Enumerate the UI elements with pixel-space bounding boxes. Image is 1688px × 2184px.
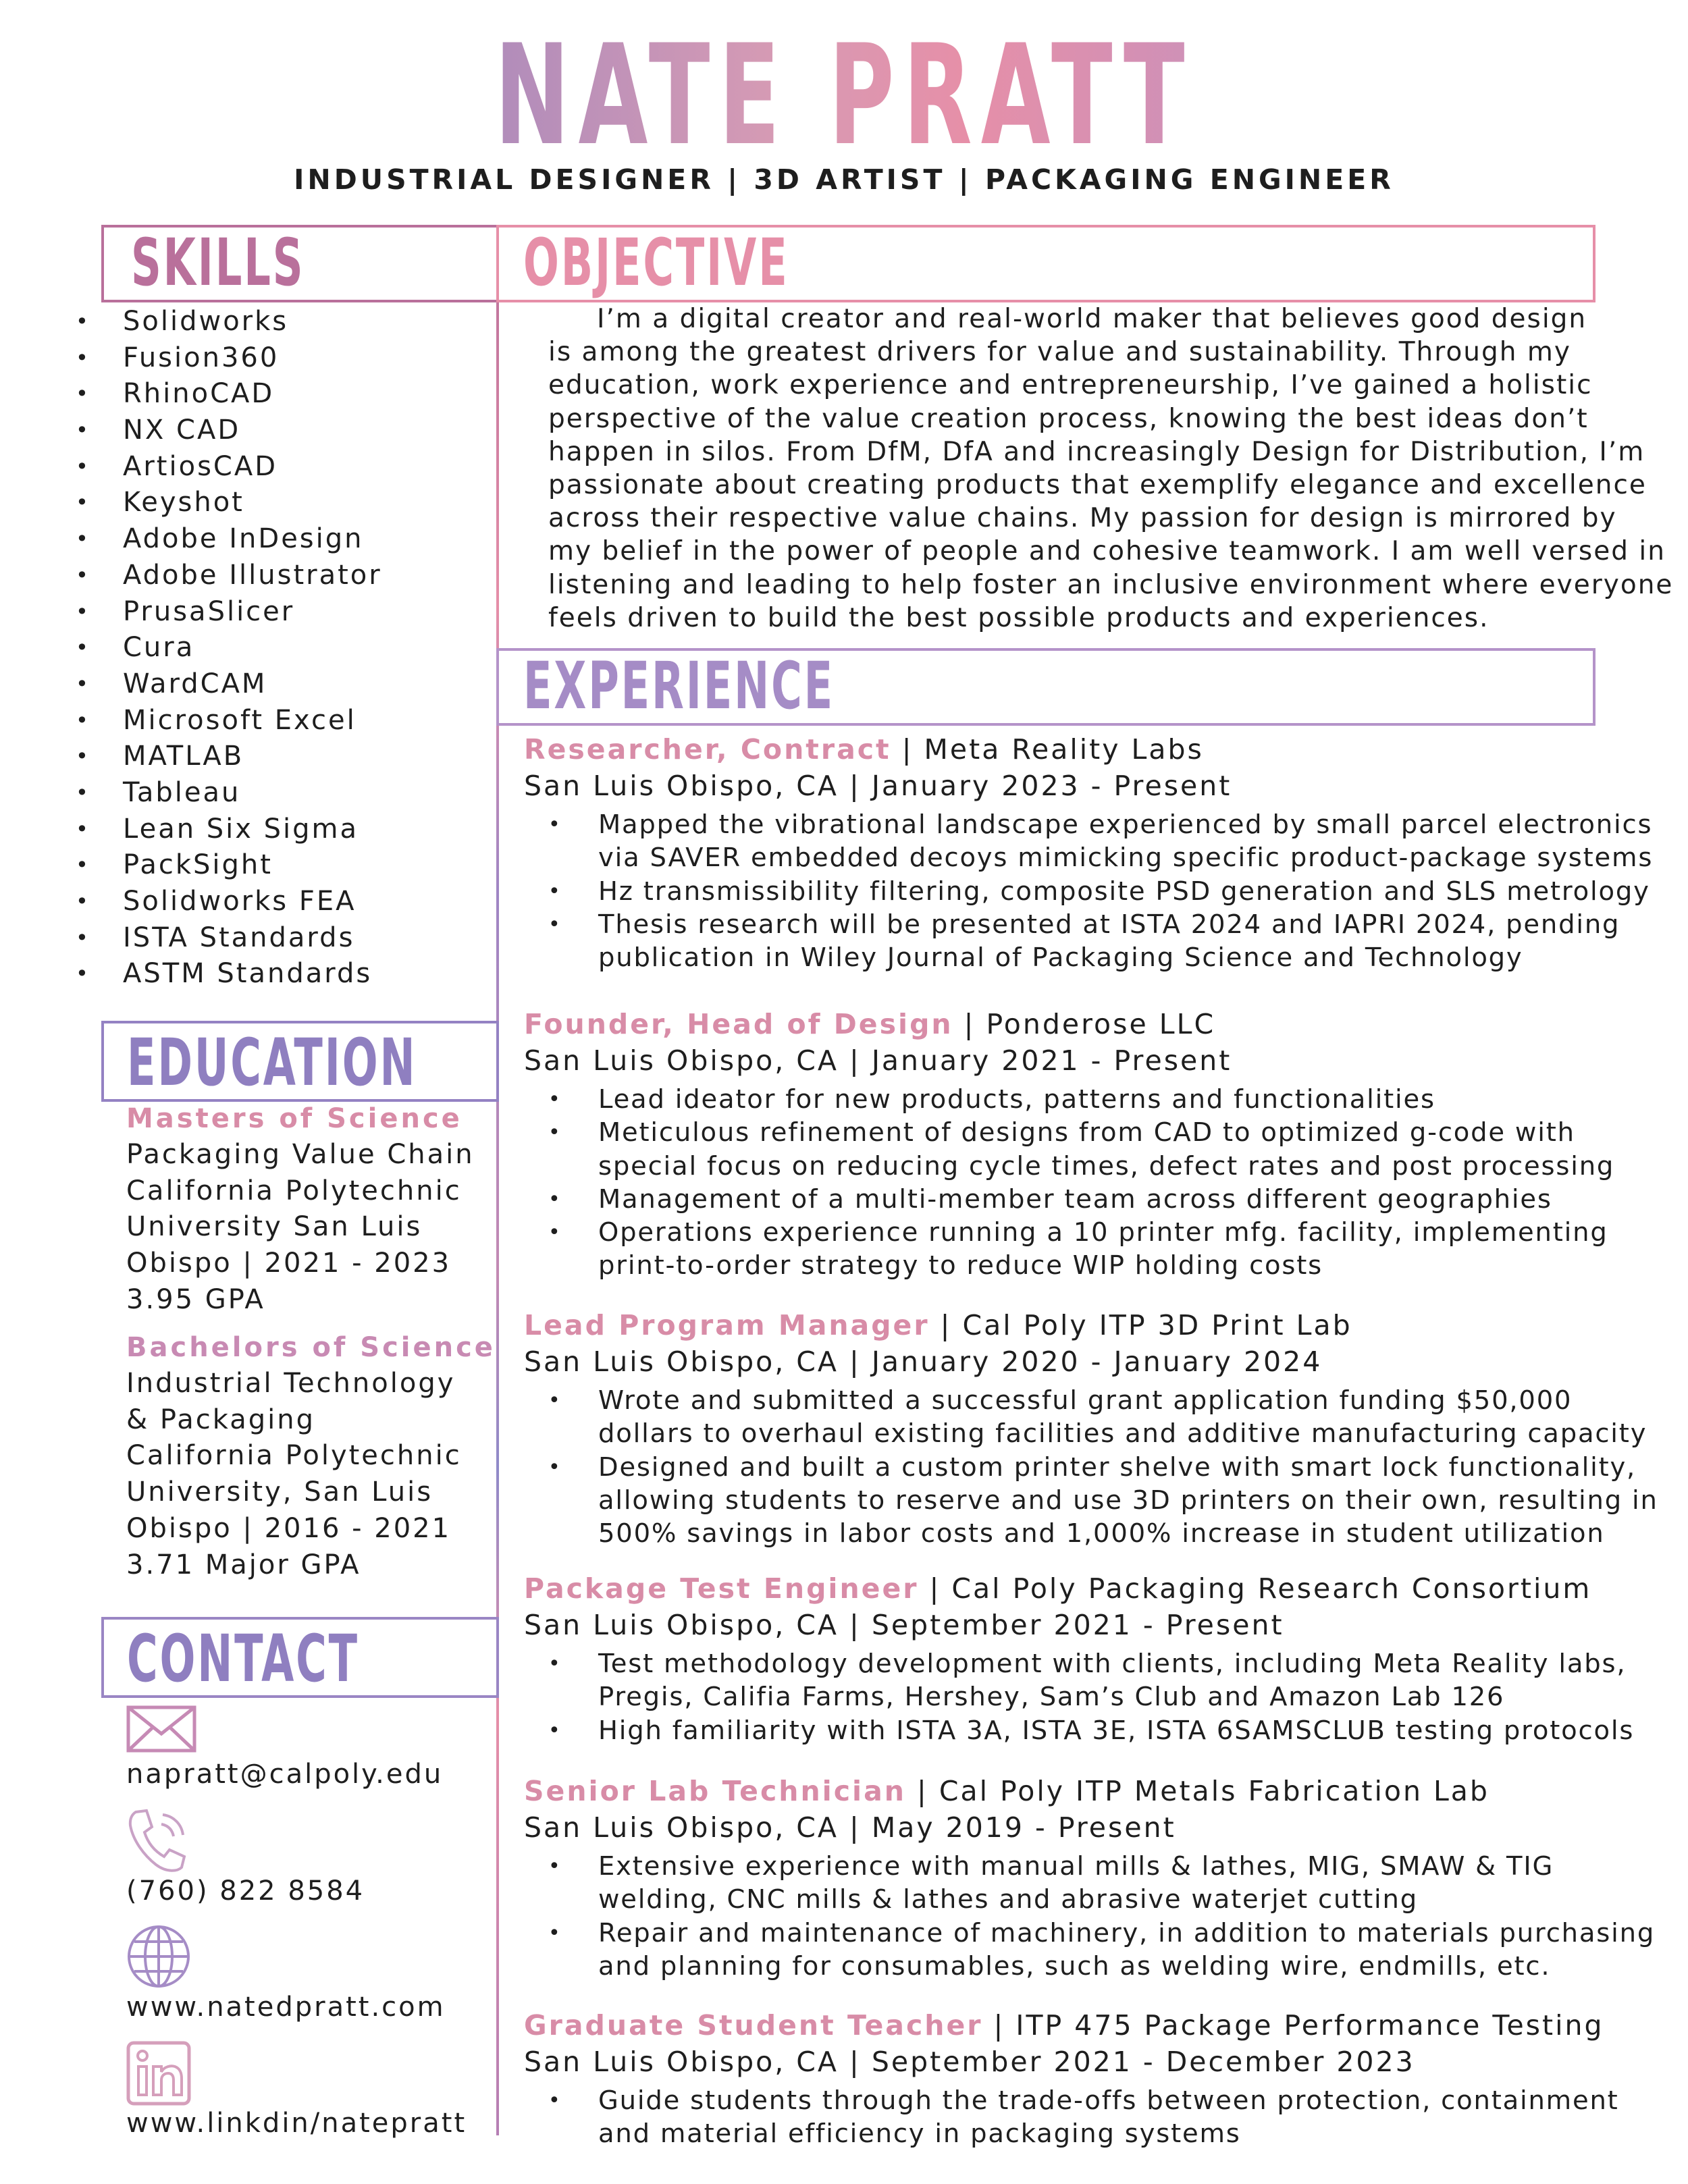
bullet-line: publication in Wiley Journal of Packaging Science and Technology: [598, 942, 1523, 974]
objective-line: perspective of the value creation process, knowing the best ideas don’t: [548, 403, 1589, 434]
degree-detail: University, San Luis: [126, 1476, 433, 1508]
bullet-line: dollars to overhaul existing facilities and additive manufacturing capacity: [598, 1418, 1647, 1449]
job-title-line: [524, 1773, 1604, 1809]
skill-item: • RhinoCAD: [123, 376, 382, 412]
job-bullets: [524, 808, 1654, 974]
objective-line: happen in silos. From DfM, DfA and increasingly Design for Distribution, I’m: [548, 436, 1645, 467]
skill-item: • Microsoft Excel: [123, 703, 382, 739]
skill-item: • NX CAD: [123, 412, 382, 449]
degree-title: Bachelors of Science: [126, 1332, 496, 1363]
skill-item: • PrusaSlicer: [123, 594, 382, 631]
experience-header-box: [496, 648, 1595, 726]
skill-item: • Keyshot: [123, 485, 382, 521]
skill-item: • Adobe InDesign: [123, 521, 382, 558]
job-organization: Cal Poly Packaging Research Consortium: [951, 1572, 1592, 1605]
skill-item: • ArtiosCAD: [123, 449, 382, 485]
bullet-item: [524, 1183, 1604, 1216]
job-location-dates: San Luis Obispo, CA | January 2020 - January 2024: [524, 1346, 1323, 1378]
skill-item: • Tableau: [123, 775, 382, 811]
skill-item: • ISTA Standards: [123, 920, 382, 957]
job-location-dates: San Luis Obispo, CA | May 2019 - Present: [524, 1811, 1176, 1844]
bullet-line: 500% savings in labor costs and 1,000% increase in student utilization: [598, 1518, 1605, 1549]
skill-item: • Fusion360: [123, 340, 382, 377]
globe-icon: [126, 1924, 191, 1992]
job-entry: [524, 1773, 1656, 1983]
contact-title: CONTACT: [127, 1621, 359, 1697]
bullet-line: • Extensive experience with manual mills & lathes, MIG, SMAW & TIG: [598, 1851, 1554, 1882]
job-location-dates: San Luis Obispo, CA | January 2023 - Present: [524, 770, 1232, 802]
job-role: Founder, Head of Design: [524, 1008, 953, 1040]
job-entry: [524, 1006, 1615, 1283]
bullet-line: • Thesis research will be presented at ISTA 2024 and IAPRI 2024, pending: [598, 909, 1620, 940]
degree-detail: University San Luis: [126, 1211, 423, 1243]
degree-detail: Packaging Value Chain: [126, 1139, 475, 1170]
bullet-line: • Operations experience running a 10 printer mfg. facility, implementing: [598, 1217, 1608, 1248]
job-bullets: [524, 1850, 1656, 1983]
skills-header-box: [101, 225, 499, 302]
title-separator: |: [953, 1008, 986, 1040]
objective-line: listening and leading to help foster an inclusive environment where everyone: [548, 569, 1674, 600]
bullet-line: and material efficiency in packaging systems: [598, 2119, 1241, 2150]
job-entry: [524, 1307, 1658, 1550]
bullet-item: [524, 1714, 1635, 1747]
skill-item: • Lean Six Sigma: [123, 811, 382, 848]
bullet-item: [524, 2084, 1619, 2151]
bullet-line: • Designed and built a custom printer shelve with smart lock functionality,: [598, 1451, 1637, 1483]
bullet-item: [524, 1384, 1647, 1451]
degree-detail: Obispo | 2021 - 2023: [126, 1248, 452, 1279]
bullet-line: • High familiarity with ISTA 3A, ISTA 3E, ISTA 6SAMSCLUB testing protocols: [598, 1715, 1635, 1746]
phone-number[interactable]: (760) 822 8584: [126, 1875, 365, 1907]
column-divider: [496, 225, 499, 2135]
title-separator: |: [891, 733, 924, 766]
job-organization: ITP 475 Package Performance Testing: [1016, 2009, 1604, 2042]
objective-line: education, work experience and entrepreneurship, I’ve gained a holistic: [548, 370, 1593, 401]
degree-detail: Obispo | 2016 - 2021: [126, 1512, 452, 1544]
job-role: Graduate Student Teacher: [524, 2009, 983, 2042]
objective-line: my belief in the power of people and cohesive teamwork. I am well versed in: [548, 536, 1666, 567]
job-entry: [524, 731, 1654, 974]
contact-header-box: [101, 1617, 499, 1698]
title-separator: |: [918, 1572, 952, 1605]
objective-line: I’m a digital creator and real-world maker that believes good design: [597, 304, 1587, 334]
objective-line: passionate about creating products that exemplify elegance and excellence: [548, 470, 1647, 501]
job-location-dates: San Luis Obispo, CA | September 2021 - December 2023: [524, 2046, 1415, 2078]
job-organization: Meta Reality Labs: [924, 733, 1204, 766]
title-separator: |: [982, 2009, 1016, 2042]
job-title-line: [524, 2007, 1604, 2044]
website-link[interactable]: www.natedpratt.com: [126, 1992, 446, 2023]
objective-title: OBJECTIVE: [523, 225, 789, 300]
bullet-line: • Management of a multi-member team across different geographies: [598, 1183, 1552, 1215]
education-title: EDUCATION: [127, 1025, 417, 1100]
job-organization: Ponderose LLC: [986, 1008, 1216, 1040]
education-header-box: [101, 1021, 499, 1102]
objective-line: is among the greatest drivers for value and sustainability. Through my: [548, 337, 1571, 368]
skill-item: • Cura: [123, 630, 382, 666]
skill-item: • Solidworks: [123, 304, 382, 340]
job-entry: [524, 2007, 1619, 2151]
degree-title: Masters of Science: [126, 1103, 463, 1134]
bullet-line: • Hz transmissibility filtering, composite PSD generation and SLS metrology: [598, 876, 1650, 907]
job-bullets: [524, 1083, 1615, 1283]
job-role: Researcher, Contract: [524, 733, 891, 766]
bullet-line: allowing students to reserve and use 3D printers on their own, resulting in: [598, 1485, 1658, 1516]
candidate-name: NATE PRATT: [236, 27, 1452, 165]
resume-header: [0, 0, 1688, 216]
job-title-line: [524, 1307, 1604, 1343]
bullet-line: welding, CNC mills & lathes and abrasive waterjet cutting: [598, 1884, 1418, 1915]
skill-item: • Adobe Illustrator: [123, 558, 382, 594]
job-role: Lead Program Manager: [524, 1309, 930, 1341]
phone-icon: [126, 1808, 187, 1875]
bullet-line: • Guide students through the trade-offs between protection, containment: [598, 2085, 1619, 2116]
bullet-item: [524, 808, 1654, 875]
bullet-line: print-to-order strategy to reduce WIP holding costs: [598, 1250, 1323, 1281]
skill-item: • Solidworks FEA: [123, 884, 382, 920]
degree-detail: Industrial Technology: [126, 1368, 456, 1399]
bullet-item: [524, 1850, 1604, 1917]
job-location-dates: San Luis Obispo, CA | January 2021 - Present: [524, 1044, 1232, 1077]
bullet-line: • Wrote and submitted a successful grant application funding $50,000: [598, 1385, 1573, 1416]
bullet-line: and planning for consumables, such as welding wire, endmills, etc.: [598, 1950, 1551, 1981]
bullet-line: • Test methodology development with clients, including Meta Reality labs,: [598, 1649, 1627, 1679]
skills-title: SKILLS: [131, 225, 305, 300]
objective-line: across their respective value chains. My passion for design is mirrored by: [548, 503, 1617, 534]
degree-detail: 3.71 Major GPA: [126, 1549, 361, 1580]
experience-title: EXPERIENCE: [523, 648, 835, 724]
bullet-item: [524, 908, 1620, 975]
objective-line: feels driven to build the best possible products and experiences.: [548, 602, 1489, 633]
skill-item: • MATLAB: [123, 739, 382, 775]
bullet-line: • Mapped the vibrational landscape experienced by small parcel electronics: [598, 809, 1653, 840]
bullet-line: • Repair and maintenance of machinery, in addition to materials purchasing: [598, 1917, 1656, 1948]
linkedin-link[interactable]: www.linkdin/natepratt: [126, 2108, 467, 2139]
bullet-item: [524, 1451, 1658, 1551]
degree-detail: & Packaging: [126, 1404, 315, 1435]
objective-text: [548, 302, 1674, 635]
title-separator: |: [905, 1775, 939, 1807]
job-title-line: [524, 1006, 1604, 1042]
bullet-line: Pregis, Califia Farms, Hershey, Sam’s Club and Amazon Lab 126: [598, 1682, 1505, 1713]
bullet-line: special focus on reducing cycle times, defect rates and post processing: [598, 1150, 1615, 1181]
job-location-dates: San Luis Obispo, CA | September 2021 - Present: [524, 1609, 1284, 1641]
bullet-item: [524, 1917, 1656, 1983]
title-separator: |: [929, 1309, 963, 1341]
job-organization: Cal Poly ITP 3D Print Lab: [962, 1309, 1352, 1341]
bullet-line: • Lead ideator for new products, patterns and functionalities: [598, 1084, 1435, 1115]
job-bullets: [524, 2084, 1619, 2151]
job-bullets: [524, 1647, 1635, 1747]
job-role: Package Test Engineer: [524, 1572, 919, 1605]
skills-list: [123, 304, 382, 992]
degree-detail: 3.95 GPA: [126, 1283, 265, 1315]
bullet-item: [524, 1083, 1604, 1116]
job-title-line: [524, 731, 1604, 768]
professional-tagline: INDUSTRIAL DESIGNER | 3D ARTIST | PACKAGING ENGINEER: [294, 163, 1394, 196]
objective-header-box: [496, 225, 1595, 302]
bullet-item: [524, 1647, 1627, 1714]
job-organization: Cal Poly ITP Metals Fabrication Lab: [939, 1775, 1489, 1807]
bullet-line: • Meticulous refinement of designs from CAD to optimized g-code with: [598, 1117, 1575, 1148]
degree-detail: California Polytechnic: [126, 1175, 462, 1206]
bullet-item: [524, 875, 1650, 908]
job-bullets: [524, 1384, 1658, 1550]
job-role: Senior Lab Technician: [524, 1775, 906, 1807]
bullet-item: [524, 1216, 1608, 1283]
bullet-item: [524, 1116, 1615, 1183]
linkedin-icon: [126, 2041, 191, 2108]
job-title-line: [524, 1570, 1604, 1607]
skill-item: • PackSight: [123, 847, 382, 884]
degree-detail: California Polytechnic: [126, 1440, 462, 1472]
envelope-icon: [126, 1705, 196, 1755]
email-link[interactable]: napratt@calpoly.edu: [126, 1759, 444, 1790]
bullet-line: via SAVER embedded decoys mimicking specific product-package systems: [598, 843, 1654, 874]
skill-item: • WardCAM: [123, 666, 382, 703]
job-entry: [524, 1570, 1635, 1747]
skill-item: • ASTM Standards: [123, 956, 382, 992]
